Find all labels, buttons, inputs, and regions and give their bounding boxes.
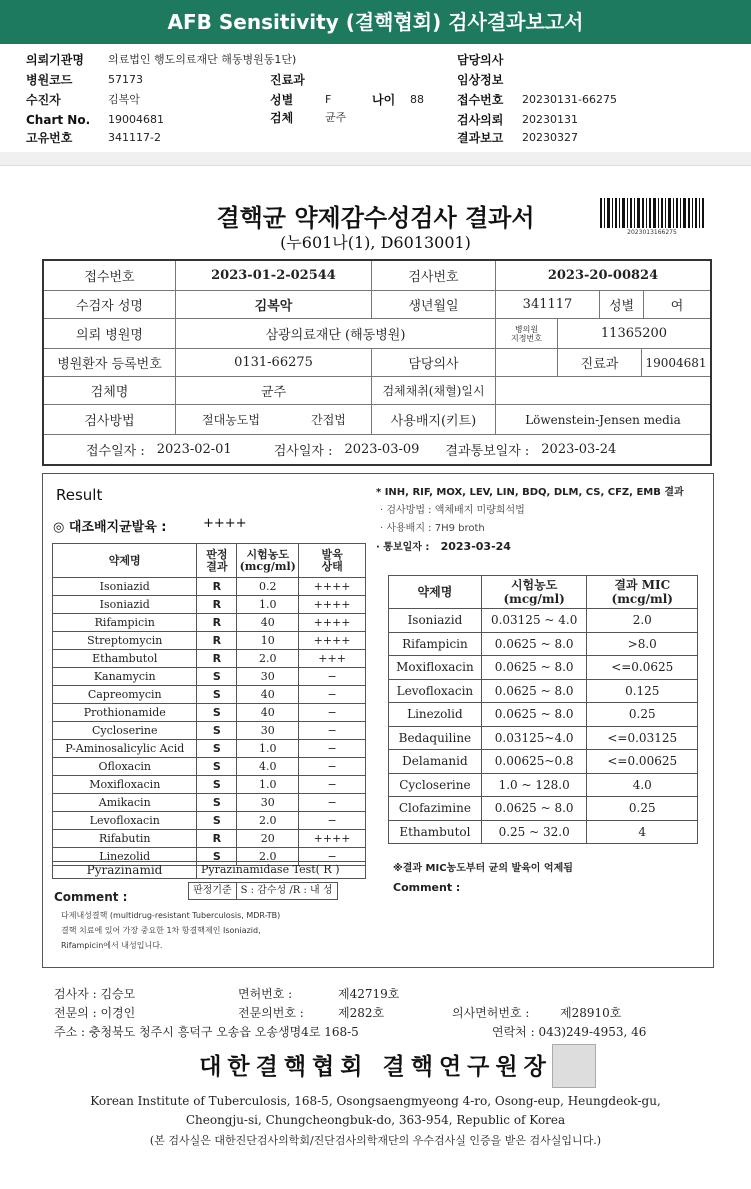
- specialist: 전문의 : 이경인: [54, 1006, 136, 1020]
- judge-cell: S: [197, 776, 237, 794]
- col-drug: 약제명: [53, 544, 197, 578]
- mic-cell: <=0.0625: [587, 656, 698, 680]
- liquid-method-info: [376, 484, 706, 557]
- conc-cell: 0.25 ~ 32.0: [481, 820, 587, 844]
- judge-cell: S: [197, 812, 237, 830]
- designated-label-line: 병의원: [514, 324, 539, 334]
- document-subtitle: (누601나(1), D6013001): [280, 233, 471, 252]
- doctor-label: 담당의사: [372, 349, 496, 377]
- table-row: [389, 750, 698, 774]
- drug-cell: Linezolid: [53, 848, 197, 866]
- header-label: Chart No.: [26, 113, 91, 127]
- table-row: [53, 794, 366, 812]
- drug-cell: Streptomycin: [53, 632, 197, 650]
- dob-label: 생년월일: [372, 291, 496, 319]
- conc-cell: 2.0: [237, 650, 299, 668]
- growth-cell: −: [299, 848, 366, 866]
- table-row: [53, 614, 366, 632]
- conc-cell: 40: [237, 614, 299, 632]
- col-conc: 시험농도 (mcg/ml): [237, 544, 299, 578]
- collect-value: [496, 377, 710, 405]
- header-value: 의료법인 행도의료재단 해동병원동1단): [108, 53, 297, 66]
- solid-susceptibility-table: [52, 543, 366, 866]
- colony-value: ++++: [203, 516, 247, 531]
- growth-cell: −: [299, 740, 366, 758]
- growth-cell: ++++: [299, 596, 366, 614]
- liquid-title: * INH, RIF, MOX, LEV, LIN, BDQ, DLM, CS, CFZ, EMB 결과: [376, 487, 684, 498]
- conc-cell: 0.0625 ~ 8.0: [481, 679, 587, 703]
- growth-cell: −: [299, 722, 366, 740]
- judge-cell: S: [197, 722, 237, 740]
- table-row: [389, 632, 698, 656]
- drug-cell: Rifabutin: [53, 830, 197, 848]
- criteria-label: 판정기준: [188, 882, 237, 900]
- mic-comment-label: Comment :: [393, 881, 461, 894]
- judge-cell: R: [197, 578, 237, 596]
- reg-label: 병원환자 등록번호: [44, 349, 176, 377]
- hospital-value: 삼광의료재단 (해동병원): [176, 319, 496, 349]
- table-header-row: [389, 576, 698, 609]
- recv-date-value: 2023-02-01: [156, 442, 232, 457]
- report-banner: AFB Sensitivity (결핵협회) 검사결과보고서: [0, 0, 751, 44]
- header-age-value: 88: [410, 93, 424, 106]
- dob-value: 341117: [496, 291, 600, 319]
- header-label: 병원코드: [26, 73, 73, 87]
- sex-label: 성별: [600, 291, 644, 319]
- doctor-value: [496, 349, 558, 377]
- header-label: 결과보고: [457, 131, 504, 145]
- header-age-label: 나이: [372, 93, 396, 107]
- drug-cell: Rifampicin: [389, 632, 482, 656]
- designated-value: 11365200: [558, 319, 710, 349]
- conc-cell: 0.0625 ~ 8.0: [481, 797, 587, 821]
- drug-cell: Delamanid: [389, 750, 482, 774]
- table-row: [53, 596, 366, 614]
- header-label: 임상정보: [457, 73, 504, 87]
- comment-line: Rifampicin에서 내성입니다.: [61, 941, 163, 950]
- dept-value: 19004681: [642, 349, 710, 377]
- medium-label: 사용배지(키트): [372, 405, 496, 435]
- header-label: 수진자: [26, 93, 61, 107]
- mic-table: [388, 575, 698, 844]
- conc-cell: 1.0: [237, 776, 299, 794]
- license-value: 제42719호: [338, 987, 400, 1001]
- judge-cell: S: [197, 668, 237, 686]
- judge-cell: R: [197, 830, 237, 848]
- judge-cell: S: [197, 848, 237, 866]
- judge-cell: R: [197, 632, 237, 650]
- table-header-row: [53, 544, 366, 578]
- comment-line: 다제내성결핵 (multidrug-resistant Tuberculosis, MDR-TB): [61, 911, 281, 920]
- date-row: [44, 435, 710, 464]
- exam-no-label: 검사번호: [372, 261, 496, 291]
- drug-cell: Isoniazid: [53, 596, 197, 614]
- conc-cell: 0.0625 ~ 8.0: [481, 632, 587, 656]
- criteria-value: S : 감수성 /R : 내 성: [237, 882, 338, 900]
- medium-value: Löwenstein-Jensen media: [496, 405, 710, 435]
- doctor-license-value: 제28910호: [560, 1006, 622, 1020]
- pyrazinamid-value: Pyrazinamidase Test( R ): [197, 861, 366, 879]
- header-label: 접수번호: [457, 93, 504, 107]
- growth-cell: −: [299, 776, 366, 794]
- table-row: [389, 656, 698, 680]
- header-label: 성별: [270, 93, 294, 107]
- liquid-medium: · 사용배지 : 7H9 broth: [380, 523, 485, 534]
- drug-cell: Amikacin: [53, 794, 197, 812]
- judge-cell: S: [197, 794, 237, 812]
- col-conc: 시험농도 (mcg/ml): [481, 576, 587, 609]
- header-value: 20230131-66275: [522, 93, 617, 106]
- header-value: 19004681: [108, 113, 164, 126]
- conc-cell: 30: [237, 722, 299, 740]
- phone: 연락처 : 043)249-4953, 46: [492, 1025, 647, 1039]
- name-value: 김복악: [176, 291, 372, 319]
- header-label: 검체: [270, 111, 294, 125]
- table-row: [53, 704, 366, 722]
- table-row: [53, 650, 366, 668]
- specialist-no-value: 제282호: [338, 1006, 385, 1020]
- specimen-label: 검체명: [44, 377, 176, 405]
- drug-cell: Ofloxacin: [53, 758, 197, 776]
- drug-cell: Moxifloxacin: [389, 656, 482, 680]
- drug-cell: Ethambutol: [389, 820, 482, 844]
- mic-note: ※결과 MIC농도부터 균의 발육이 억제됨: [393, 863, 573, 874]
- table-row: [53, 812, 366, 830]
- conc-cell: 30: [237, 794, 299, 812]
- judge-cell: R: [197, 650, 237, 668]
- english-address-line: Cheongju-si, Chungcheongbuk-do, 363-954, Republic of Korea: [185, 1113, 566, 1127]
- table-row: [389, 773, 698, 797]
- mic-cell: 0.125: [587, 679, 698, 703]
- reg-value: 0131-66275: [176, 349, 372, 377]
- col-judge: 판정 결과: [197, 544, 237, 578]
- comment-line: 결핵 치료에 있어 가장 중요한 1차 항결핵제인 Isoniazid,: [61, 926, 261, 935]
- col-growth: 발육 상태: [299, 544, 366, 578]
- col-drug: 약제명: [389, 576, 482, 609]
- conc-cell: 1.0: [237, 596, 299, 614]
- table-row: [53, 722, 366, 740]
- header-divider: [0, 152, 751, 166]
- conc-cell: 20: [237, 830, 299, 848]
- specimen-value: 균주: [176, 377, 372, 405]
- drug-cell: Bedaquiline: [389, 726, 482, 750]
- drug-cell: Levofloxacin: [389, 679, 482, 703]
- col-mic: 결과 MIC (mcg/ml): [587, 576, 698, 609]
- conc-cell: 1.0 ~ 128.0: [481, 773, 587, 797]
- recv-date-label: 접수일자 :: [86, 444, 145, 459]
- designated-label-line: 지정번호: [511, 333, 542, 343]
- growth-cell: −: [299, 704, 366, 722]
- barcode-icon: [600, 198, 704, 228]
- mic-cell: 0.25: [587, 797, 698, 821]
- conc-cell: 0.00625~0.8: [481, 750, 587, 774]
- table-row: [389, 609, 698, 633]
- judge-cell: S: [197, 686, 237, 704]
- liquid-method: · 검사방법 : 액체배지 미량희석법: [380, 505, 525, 516]
- header-value: 균주: [325, 111, 347, 124]
- conc-cell: 2.0: [237, 848, 299, 866]
- header-label: 검사의뢰: [457, 113, 504, 127]
- test-date-label: 검사일자 :: [273, 444, 333, 459]
- organization-name: 대한결핵협회 결핵연구원장: [199, 1053, 552, 1080]
- growth-cell: −: [299, 686, 366, 704]
- notify-date-value: 2023-03-24: [541, 442, 617, 457]
- test-date-value: 2023-03-09: [344, 442, 420, 457]
- drug-cell: Moxifloxacin: [53, 776, 197, 794]
- header-value: 20230327: [522, 131, 578, 144]
- barcode-number: 2023013166275: [627, 229, 677, 236]
- colony-label: ◎ 대조배지균발육 :: [53, 520, 167, 535]
- table-row: [53, 830, 366, 848]
- judge-cell: R: [197, 614, 237, 632]
- growth-cell: −: [299, 758, 366, 776]
- drug-cell: Cycloserine: [53, 722, 197, 740]
- table-row: [389, 679, 698, 703]
- report-header: [0, 50, 751, 150]
- certification-note: (본 검사실은 대한진단검사의학회/진단검사의학재단의 우수검사실 인증을 받은 검사실입니다.): [149, 1134, 602, 1147]
- exam-no-value: 2023-20-00824: [496, 261, 710, 291]
- mic-cell: 0.25: [587, 703, 698, 727]
- conc-cell: 4.0: [237, 758, 299, 776]
- table-row: [53, 668, 366, 686]
- mic-cell: <=0.03125: [587, 726, 698, 750]
- comment-label: Comment :: [54, 890, 128, 904]
- header-value: 57173: [108, 73, 143, 86]
- notify-date-label: 결과통보일자 :: [445, 444, 530, 459]
- table-row: [53, 632, 366, 650]
- header-label: 진료과: [270, 73, 305, 87]
- conc-cell: 0.0625 ~ 8.0: [481, 656, 587, 680]
- header-value: 341117-2: [108, 131, 161, 144]
- collect-label: 검체채취(채혈)일시: [372, 377, 496, 405]
- growth-cell: −: [299, 668, 366, 686]
- receipt-label: 접수번호: [44, 261, 176, 291]
- comment-text: [61, 908, 361, 953]
- table-row: [389, 703, 698, 727]
- growth-cell: ++++: [299, 830, 366, 848]
- table-row: [53, 776, 366, 794]
- conc-cell: 2.0: [237, 812, 299, 830]
- liquid-notify-label: · 통보일자 :: [376, 542, 430, 553]
- table-row: [53, 740, 366, 758]
- dept-label: 진료과: [558, 349, 642, 377]
- header-label: 담당의사: [457, 53, 504, 67]
- sex-value: 여: [644, 291, 710, 319]
- conc-cell: 0.03125 ~ 4.0: [481, 609, 587, 633]
- mic-cell: <=0.00625: [587, 750, 698, 774]
- drug-cell: Rifampicin: [53, 614, 197, 632]
- drug-cell: Linezolid: [389, 703, 482, 727]
- result-title: Result: [56, 486, 103, 504]
- liquid-notify-value: 2023-03-24: [440, 540, 511, 553]
- header-value: 20230131: [522, 113, 578, 126]
- growth-cell: ++++: [299, 632, 366, 650]
- designated-label: [496, 319, 558, 349]
- mic-cell: 4.0: [587, 773, 698, 797]
- mic-cell: 2.0: [587, 609, 698, 633]
- method-label: 검사방법: [44, 405, 176, 435]
- doctor-license-label: 의사면허번호 :: [452, 1006, 530, 1020]
- pyrazinamid-label: Pyrazinamid: [52, 861, 197, 879]
- address: 주소 : 충청북도 청주시 흥덕구 오송읍 오송생명4로 168-5: [54, 1025, 359, 1039]
- drug-cell: P-Aminosalicylic Acid: [53, 740, 197, 758]
- conc-cell: 40: [237, 704, 299, 722]
- judge-cell: S: [197, 740, 237, 758]
- header-label: 고유번호: [26, 131, 73, 145]
- table-row: [389, 797, 698, 821]
- receipt-value: 2023-01-2-02544: [176, 261, 372, 291]
- method-value-1: 절대농도법: [176, 405, 286, 435]
- drug-cell: Prothionamide: [53, 704, 197, 722]
- growth-cell: ++++: [299, 614, 366, 632]
- conc-cell: 0.2: [237, 578, 299, 596]
- table-row: [53, 578, 366, 596]
- header-label: 의뢰기관명: [26, 53, 84, 67]
- drug-cell: Isoniazid: [389, 609, 482, 633]
- judge-cell: S: [197, 704, 237, 722]
- header-value: 김복악: [108, 93, 140, 106]
- table-row: [389, 726, 698, 750]
- examiner: 검사자 : 김승모: [54, 987, 136, 1001]
- judge-cell: R: [197, 596, 237, 614]
- table-row: [53, 686, 366, 704]
- conc-cell: 30: [237, 668, 299, 686]
- drug-cell: Isoniazid: [53, 578, 197, 596]
- hospital-label: 의뢰 병원명: [44, 319, 176, 349]
- result-panel: [42, 473, 714, 968]
- conc-cell: 0.03125~4.0: [481, 726, 587, 750]
- drug-cell: Capreomycin: [53, 686, 197, 704]
- specialist-no-label: 전문의번호 :: [238, 1006, 304, 1020]
- license-label: 면허번호 :: [238, 987, 293, 1001]
- document-title: 결핵균 약제감수성검사 결과서: [216, 203, 535, 232]
- growth-cell: ++++: [299, 578, 366, 596]
- growth-cell: −: [299, 794, 366, 812]
- drug-cell: Kanamycin: [53, 668, 197, 686]
- mic-cell: 4: [587, 820, 698, 844]
- table-row: [53, 758, 366, 776]
- criteria-box: [188, 882, 338, 900]
- method-value-2: 간접법: [286, 405, 372, 435]
- table-row: [389, 820, 698, 844]
- growth-cell: −: [299, 812, 366, 830]
- drug-cell: Clofazimine: [389, 797, 482, 821]
- conc-cell: 40: [237, 686, 299, 704]
- conc-cell: 10: [237, 632, 299, 650]
- conc-cell: 0.0625 ~ 8.0: [481, 703, 587, 727]
- official-seal-icon: [552, 1044, 596, 1088]
- drug-cell: Cycloserine: [389, 773, 482, 797]
- patient-info-table: [42, 259, 712, 466]
- conc-cell: 1.0: [237, 740, 299, 758]
- name-label: 수검자 성명: [44, 291, 176, 319]
- growth-cell: +++: [299, 650, 366, 668]
- drug-cell: Ethambutol: [53, 650, 197, 668]
- drug-cell: Levofloxacin: [53, 812, 197, 830]
- mic-cell: >8.0: [587, 632, 698, 656]
- english-address-line: Korean Institute of Tuberculosis, 168-5, Osongsaengmyeong 4-ro, Osong-eup, Heungdeok-gu,: [90, 1094, 661, 1108]
- judge-cell: S: [197, 758, 237, 776]
- header-value: F: [325, 93, 332, 106]
- pyrazinamid-row: [52, 861, 366, 879]
